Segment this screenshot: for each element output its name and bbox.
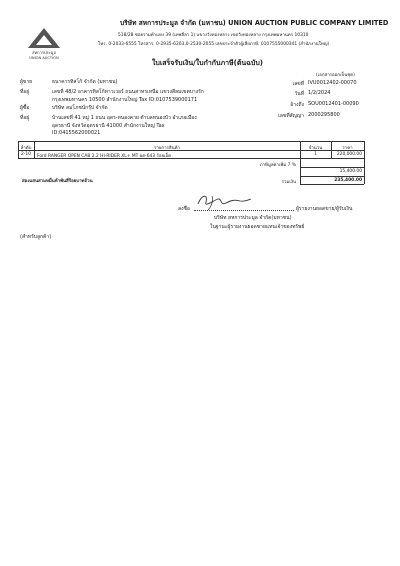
union-auction-logo <box>24 26 64 60</box>
seller-address-label: ที่อยู่ <box>20 89 30 95</box>
document-note: (เอกสารออกเป็นชุด) <box>316 73 355 78</box>
buyer-address-line1: บ้านเลขที่ 41 หมู่ 1 ถนน อุดร-หนองคาย ตำบลหนองบัว อำเภอเมือง <box>52 115 197 121</box>
document-title: ใบเสร็จรับเงิน/ใบกำกับภาษี(ต้นฉบับ) <box>152 59 263 67</box>
logo-text-th: สหการประมูล <box>32 50 56 55</box>
col-qty-header: จำนวน <box>308 146 323 151</box>
seller-address-line1: เลขที่ 48/2 อาคารทิสโก้ทาวเวอร์ ถนนสาทรเหนือ แขวงสีลมเขตบางรัก <box>52 89 204 95</box>
company-contact: โทร. 0-2033-6555 โทรสาร. 0-2935-6203,0-2530-2055 เลขประจำตัวผู้เสียภาษี. 0107555000341 (สำนักงานใหญ่) <box>98 42 330 47</box>
total-amount: 235,400.00 <box>334 178 362 183</box>
doc-number-label: เลขที่ <box>292 81 304 87</box>
row-qty: 1 <box>314 152 317 157</box>
doc-ref: SOU0012401-00090 <box>308 101 359 107</box>
contract-number: 2000295800 <box>308 112 340 118</box>
customer-copy-label: (สำหรับลูกค้า) <box>20 234 52 240</box>
row-lot: 2-10 <box>21 152 31 157</box>
vat-amount: 15,400.00 <box>339 169 362 174</box>
signature-company: บริษัท สหการประมูล จำกัด(มหาชน) <box>214 215 292 221</box>
buyer-address-label: ที่อยู่ <box>20 115 30 121</box>
doc-number: IVU0012402-00070 <box>308 80 357 86</box>
doc-ref-label: อ้างถึง <box>290 102 304 108</box>
seller-label: ผู้ขาย <box>20 79 33 85</box>
signature-note: ในฐานะผู้รายงานยอดขายแทนเจ้าของทรัพย์ <box>210 224 305 230</box>
contract-label: เลขที่สัญญา <box>278 113 304 119</box>
buyer-label: ผู้ซื้อ <box>20 105 30 111</box>
col-desc-header: รายการสินค้า <box>154 146 180 151</box>
col-lot-header: ลำดับ <box>20 146 32 151</box>
row-desc: Ford RANGER OPEN CAB 2.2 HI-RIDER XL+ MT ผต-643 ร้อยเอ็ด <box>37 154 172 159</box>
logo-text-en: UNION AUCTION <box>29 56 59 60</box>
col-price-header: ราคา <box>342 146 353 151</box>
seller-name: ธนาคารทิสโก้ จำกัด (มหาชน) <box>52 79 118 85</box>
company-name-th: บริษัท สหการประมูล จำกัด (มหาชน) <box>120 19 226 27</box>
buyer-name: บริษัท สมโภชน์กรุ๊ป จำกัด <box>52 105 108 111</box>
buyer-address-line3: ID:0415562000021 <box>52 130 101 136</box>
vat-label: ภาษีมูลค่าเพิ่ม 7 % <box>259 163 296 168</box>
signature-role: ผู้รายงานยอดขาย/ผู้รับเงิน <box>296 206 353 212</box>
total-in-words: สองแสนสามหมื่นห้าพันสี่ร้อยบาทถ้วน <box>22 179 93 184</box>
signature-mark <box>194 190 254 212</box>
signature-prefix: ลงชื่อ <box>178 206 190 212</box>
total-label: รวมเงิน <box>281 180 296 185</box>
buyer-address-line2: อุดรธานี จังหวัดอุดรธานี 41000 สำนักงานใหญ่ Tax <box>52 123 165 129</box>
company-name-en: UNION AUCTION PUBLIC COMPANY LIMITED <box>228 19 389 27</box>
seller-address-line2: กรุงเทพมหานคร 10500 สำนักงานใหญ่ Tax ID:0107539000171 <box>52 97 198 103</box>
company-address: 518/28 ซอยรามคำแหง 39 (เทพลีลา 1) แขวงวังทองหลาง เขตวังทองหลาง กรุงเทพมหานคร 10310 <box>118 33 309 38</box>
company-name <box>120 17 388 28</box>
signature-line <box>194 210 294 211</box>
row-price: 220,000.00 <box>336 152 362 157</box>
doc-date: 1/2/2024 <box>308 90 331 96</box>
doc-date-label: วันที่ <box>294 91 304 97</box>
